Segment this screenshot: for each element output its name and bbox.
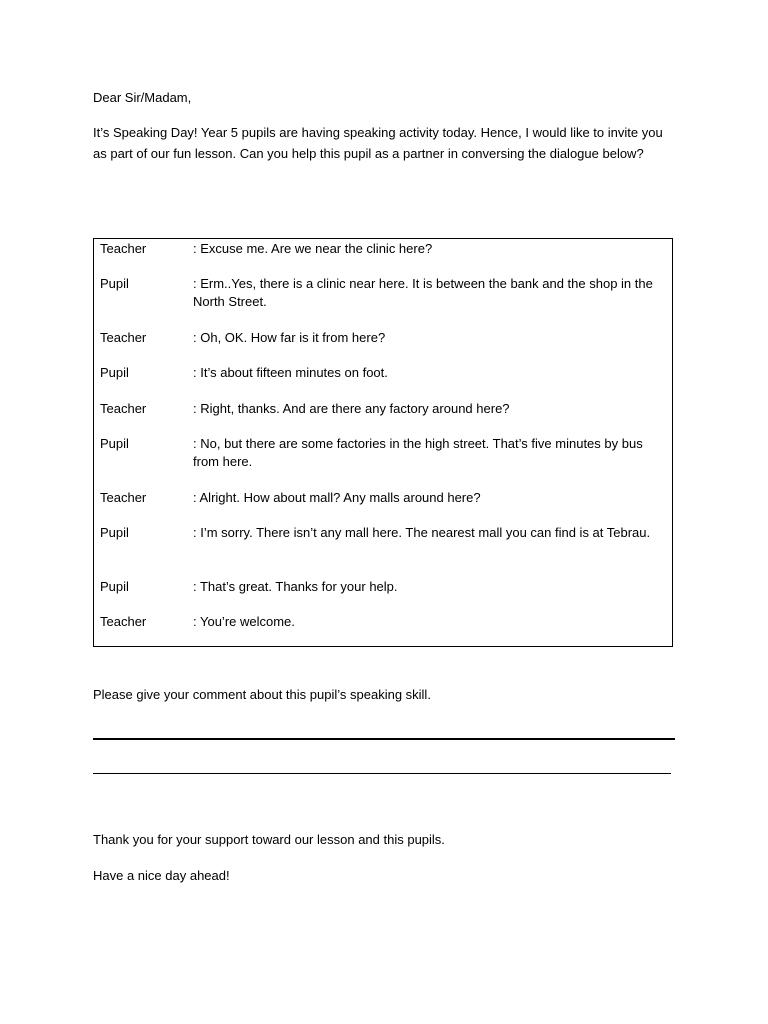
speaker-label: Teacher xyxy=(100,490,147,505)
thanks-line: Thank you for your support toward our lesson and this pupils. xyxy=(93,832,445,847)
dialogue-line: : No, but there are some factories in the high street. That’s five minutes by bus from here. xyxy=(193,436,643,469)
dialogue-line: : Excuse me. Are we near the clinic here? xyxy=(193,241,433,256)
dialogue-line: : Right, thanks. And are there any factory around here? xyxy=(193,401,510,416)
closing-line: Have a nice day ahead! xyxy=(93,868,230,883)
speaker-label: Pupil xyxy=(100,579,129,594)
speaker-label: Teacher xyxy=(100,330,147,345)
speaker-label: Teacher xyxy=(100,614,147,629)
comment-answer-line xyxy=(93,773,671,774)
dialogue-table xyxy=(93,238,673,647)
dialogue-line: : You’re welcome. xyxy=(193,614,295,629)
dialogue-line: : Erm..Yes, there is a clinic near here. It is between the bank and the shop in the North Street. xyxy=(193,276,653,309)
speaker-label: Pupil xyxy=(100,436,129,451)
comment-prompt: Please give your comment about this pupil’s speaking skill. xyxy=(93,687,431,702)
speaker-label: Pupil xyxy=(100,365,129,380)
comment-answer-line xyxy=(93,738,675,740)
intro-paragraph: It’s Speaking Day! Year 5 pupils are having speaking activity today. Hence, I would like to invite you as part of our fun lesson. Can you help this pupil as a partner in conversing the dialogue below? xyxy=(93,125,663,161)
dialogue-line: : Alright. How about mall? Any malls around here? xyxy=(193,490,481,505)
dialogue-line: : I’m sorry. There isn’t any mall here. The nearest mall you can find is at Tebrau. xyxy=(193,525,651,540)
speaker-label: Pupil xyxy=(100,276,129,291)
speaker-label: Teacher xyxy=(100,401,147,416)
dialogue-line: : It’s about fifteen minutes on foot. xyxy=(193,365,388,380)
speaker-label: Pupil xyxy=(100,525,129,540)
dialogue-line: : That’s great. Thanks for your help. xyxy=(193,579,398,594)
salutation: Dear Sir/Madam, xyxy=(93,90,192,105)
speaker-label: Teacher xyxy=(100,241,147,256)
dialogue-line: : Oh, OK. How far is it from here? xyxy=(193,330,386,345)
